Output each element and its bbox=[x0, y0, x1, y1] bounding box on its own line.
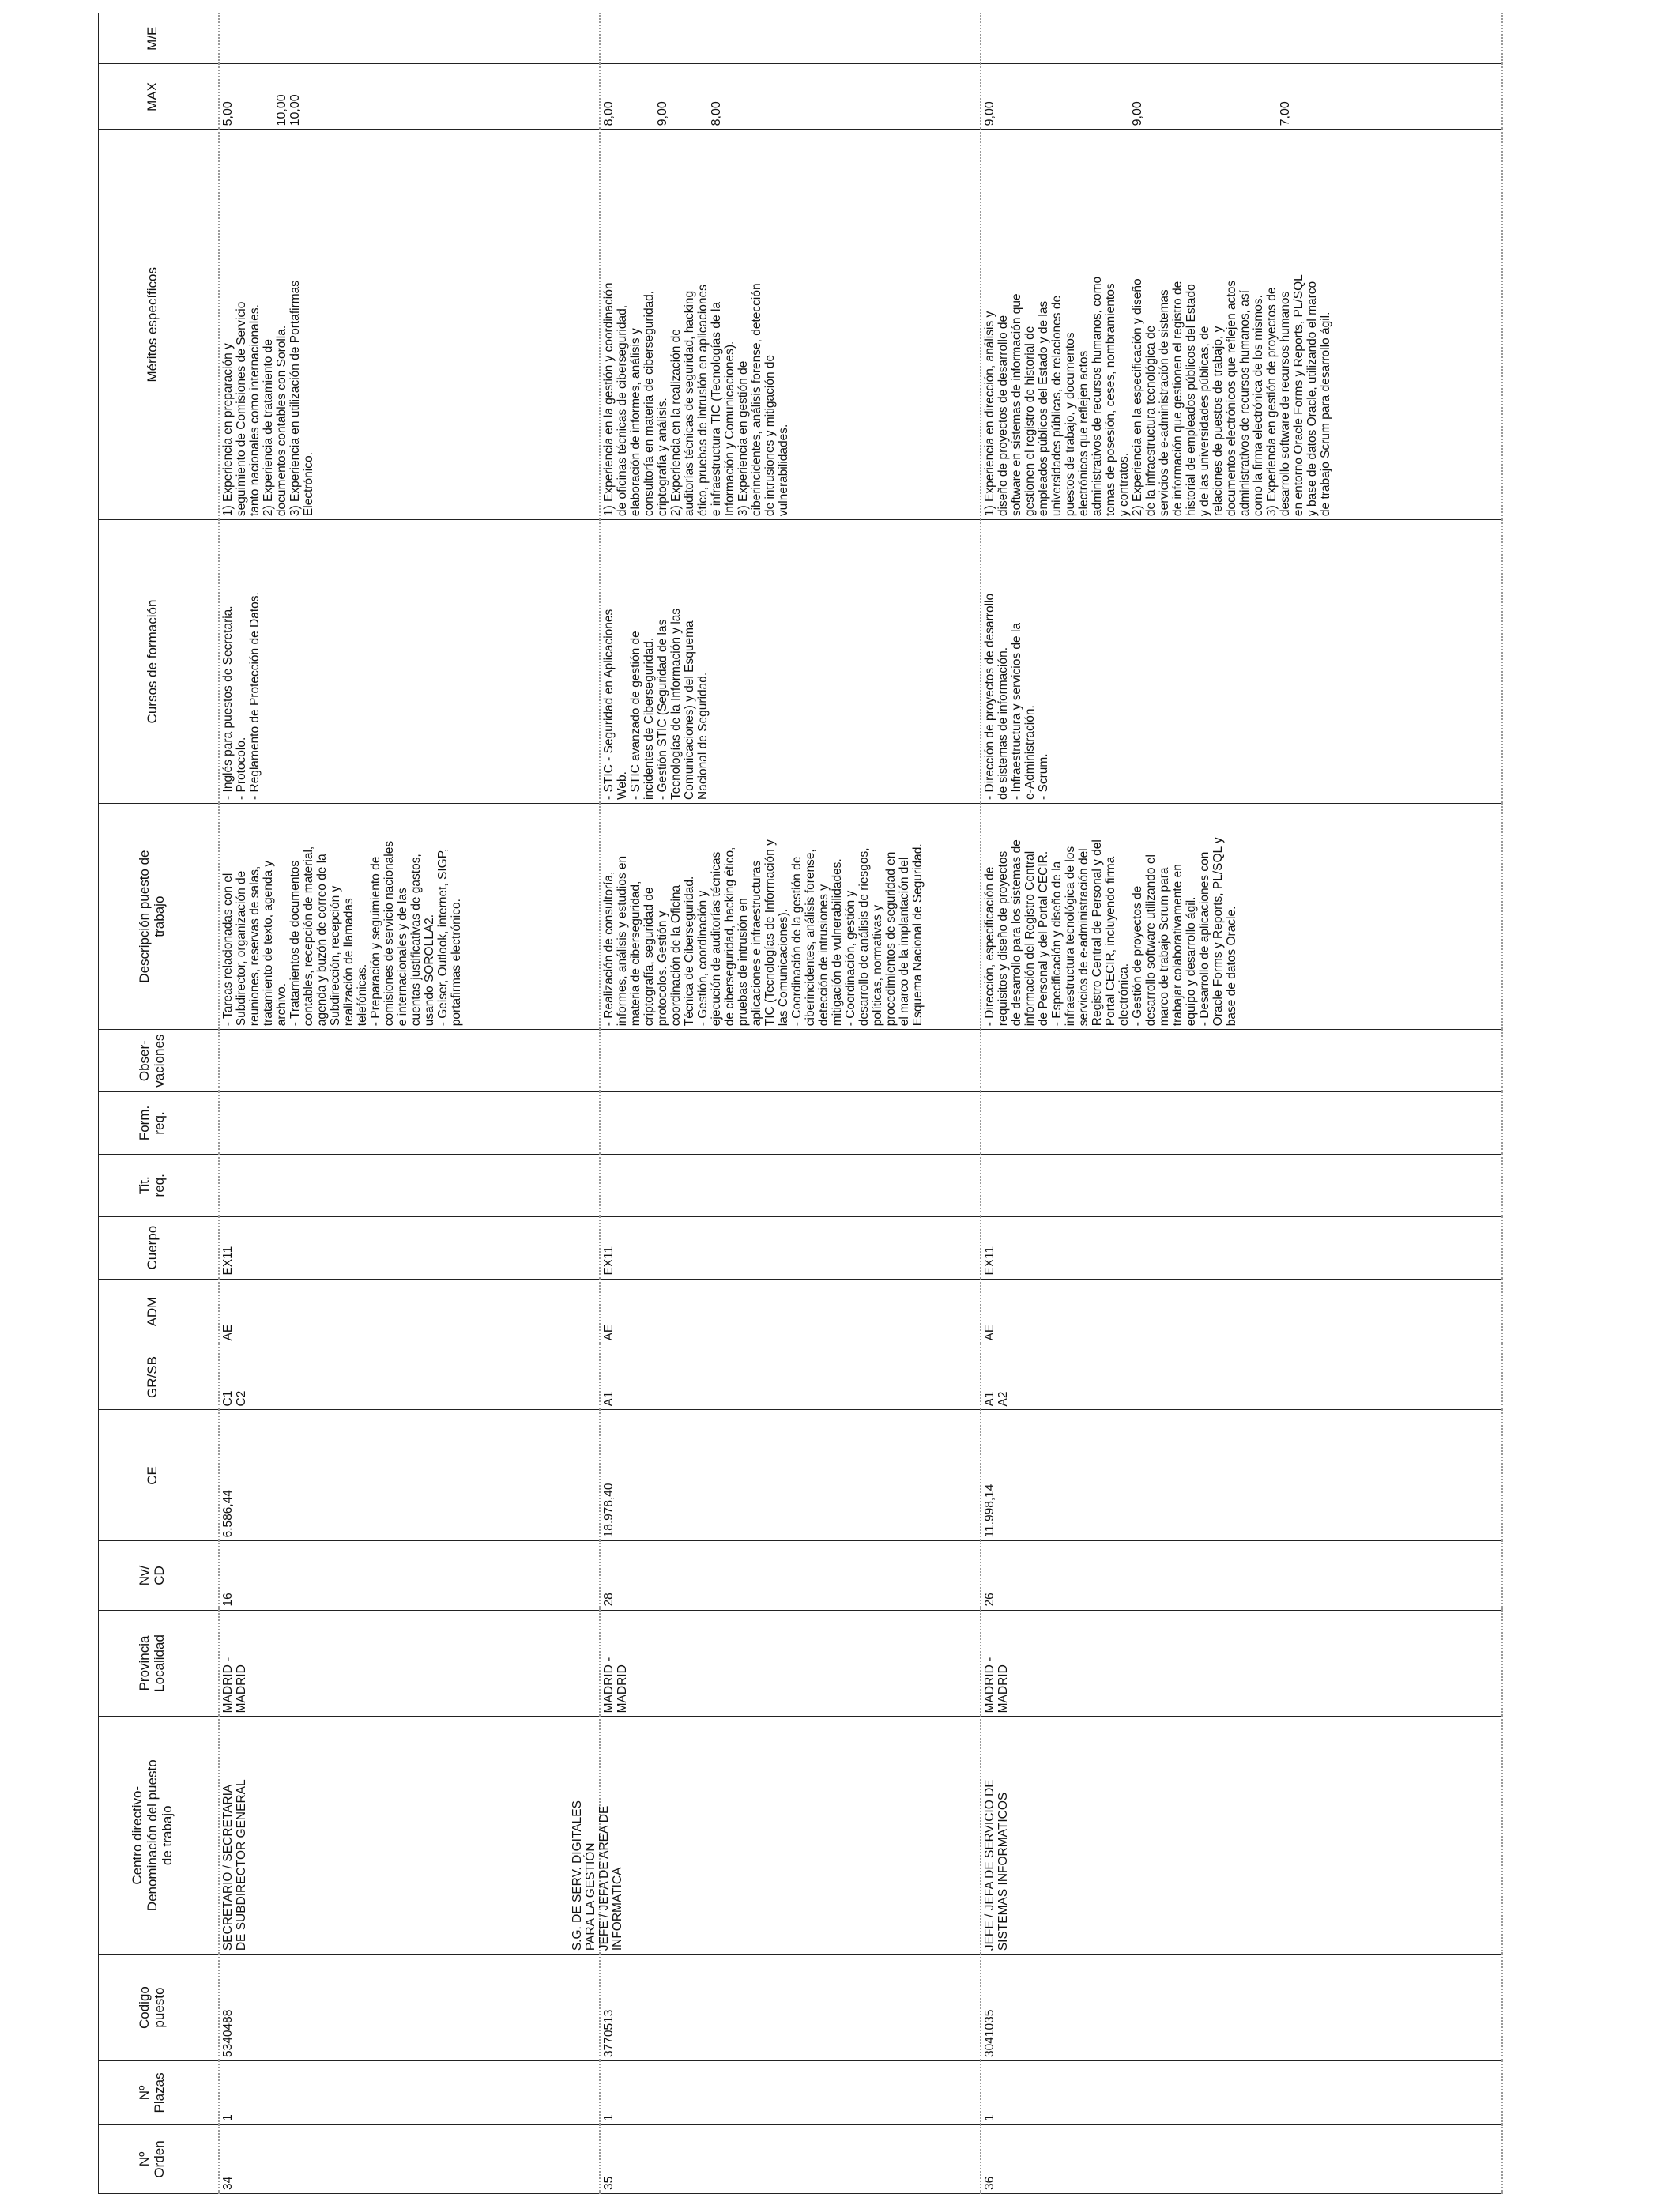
ce-cell: 18.978,40 bbox=[600, 1410, 981, 1541]
max-value: 9,00 bbox=[656, 101, 669, 126]
header-cuerpo: Cuerpo bbox=[99, 1216, 205, 1279]
spacer-cell bbox=[205, 64, 220, 130]
max-value: 9,00 bbox=[983, 101, 996, 126]
max-value: 10,00 bbox=[275, 94, 288, 126]
me-cell bbox=[600, 13, 981, 64]
spacer-cell bbox=[205, 520, 220, 804]
header-provincia: Provincia Localidad bbox=[99, 1610, 205, 1717]
meritos-cell: 1) Experiencia en la gestión y coordinación de oficinas técnicas de ciberseguridad, elaboración de informes, análisis y consultoría en materia de ciberseguridad, criptografía y análisis. 2) Experiencia en la realización de auditorías técnicas de seguridad, hacking ético, pruebas de intrusión en aplicaciones e infraestructura TIC (Tecnologías de la Información y Comunicaciones). 3) Experiencia en gestión de ciberincidentes, análisis forense, detección de intrusiones y mitigación de vulnerabilidades. bbox=[600, 130, 981, 520]
max-value: 7,00 bbox=[1279, 101, 1292, 126]
max-cell bbox=[219, 64, 600, 130]
tit-cell bbox=[981, 1154, 1502, 1216]
plazas-cell: 1 bbox=[219, 2060, 600, 2124]
spacer-cell bbox=[205, 2060, 220, 2124]
plazas-cell: 1 bbox=[600, 2060, 981, 2124]
spacer-cell bbox=[205, 803, 220, 1029]
cursos-cell: - Dirección de proyectos de desarrollo de sistemas de información. - Infraestructura y servicios de la e-Administración. - Scrum. bbox=[981, 520, 1502, 804]
spacer-cell bbox=[205, 130, 220, 520]
header-me: M/E bbox=[99, 13, 205, 64]
adm-cell: AE bbox=[981, 1279, 1502, 1344]
codigo-cell: 3770513 bbox=[600, 1955, 981, 2061]
spacer-cell bbox=[205, 1955, 220, 2061]
spacer-cell bbox=[205, 1154, 220, 1216]
orden-cell: 35 bbox=[600, 2124, 981, 2193]
rotated-table-frame bbox=[98, 13, 1678, 2194]
header-grsb: GR/SB bbox=[99, 1344, 205, 1410]
ce-cell: 6.586,44 bbox=[219, 1410, 600, 1541]
spacer-cell bbox=[205, 1717, 220, 1955]
header-max: MAX bbox=[99, 64, 205, 130]
spacer-cell bbox=[205, 1279, 220, 1344]
codigo-cell: 3041035 bbox=[981, 1955, 1502, 2061]
meritos-cell: 1) Experiencia en dirección, análisis y diseño de proyectos de desarrollo de software en sistemas de información que gestionen el registro de historial de empleados públicos del Estado y de las universidades públicas, de relaciones de puestos de trabajo, y documentos electrónicos que reflejen actos administrativos de recursos humanos, como tomas de posesión, ceses, nombramientos y contratos. 2) Experiencia en la especificación y diseño de la infraestructura tecnológica de servicios de e-administración de sistemas de información que gestionen el registro de historial de empleados públicos del Estado y de las universidades públicas, de relaciones de puestos de trabajo, y documentos electrónicos que reflejen actos administrativos de recursos humanos, así como la firma electrónica de los mismos. 3) Experiencia en gestión de proyectos de desarrollo software de recursos humanos en entorno Oracle Forms y Reports, PL/SQL y base de datos Oracle, utilizando el marco de trabajo Scrum para desarrollo ágil. bbox=[981, 130, 1502, 520]
header-cursos: Cursos de formación bbox=[99, 520, 205, 804]
header-ce: CE bbox=[99, 1410, 205, 1541]
form-cell bbox=[981, 1092, 1502, 1155]
form-cell bbox=[600, 1092, 981, 1155]
spacer-cell bbox=[205, 13, 220, 64]
table-header-row bbox=[99, 13, 205, 2194]
spacer-cell bbox=[205, 1344, 220, 1410]
job-positions-table bbox=[98, 13, 1503, 2194]
header-plazas: Nº Plazas bbox=[99, 2060, 205, 2124]
header-adm: ADM bbox=[99, 1279, 205, 1344]
centro-cell bbox=[571, 1717, 981, 1955]
spacer-cell bbox=[205, 2124, 220, 2193]
table-row bbox=[981, 13, 1502, 2194]
header-descripcion: Descripción puesto de trabajo bbox=[99, 803, 205, 1029]
max-cell bbox=[981, 64, 1502, 130]
max-value: 9,00 bbox=[1131, 101, 1144, 126]
tit-cell bbox=[219, 1154, 600, 1216]
adm-cell: AE bbox=[600, 1279, 981, 1344]
tit-cell bbox=[600, 1154, 981, 1216]
header-form: Form. req. bbox=[99, 1092, 205, 1155]
table-row bbox=[219, 13, 600, 2194]
spacer-cell bbox=[205, 1410, 220, 1541]
centro-position: JEFE / JEFA DE AREA DE INFORMATICA bbox=[597, 1805, 624, 1951]
table-row bbox=[600, 13, 981, 2194]
centro-group-label: S.G. DE SERV. DIGITALES PARA LA GESTIÓN bbox=[571, 1800, 597, 1951]
descripcion-cell: - Realización de consultoría, informes, análisis y estudios en materia de ciberseguridad, criptografía, seguridad de protocolos. Gestión y coordinación de la Oficina Técnica de Ciberseguridad. - Gestión, coordinación y ejecución de auditorías técnicas de ciberseguridad, hacking ético, pruebas de intrusión en aplicaciones e infraestructuras TIC (Tecnologías de Información y las Comunicaciones). - Coordinación de la gestión de ciberincidentes, análisis forense, detección de intrusiones y mitigación de vulnerabilidades. - Coordinación, gestión y desarrollo de análisis de riesgos, políticas, normativas y procedimientos de seguridad en el marco de la implantación del Esquema Nacional de Seguridad. bbox=[600, 803, 981, 1029]
rotated-table-sheet bbox=[98, 13, 1678, 2194]
obs-cell bbox=[219, 1030, 600, 1092]
orden-cell: 36 bbox=[981, 2124, 1502, 2193]
plazas-cell: 1 bbox=[981, 2060, 1502, 2124]
max-value: 8,00 bbox=[710, 101, 723, 126]
spacer-cell bbox=[205, 1092, 220, 1155]
adm-cell: AE bbox=[219, 1279, 600, 1344]
centro-cell: SECRETARIO / SECRETARIA DE SUBDIRECTOR GENERAL bbox=[219, 1717, 600, 1955]
nvcd-cell: 26 bbox=[981, 1541, 1502, 1610]
provincia-cell: MADRID - MADRID bbox=[219, 1610, 600, 1717]
ce-cell: 11.998,14 bbox=[981, 1410, 1502, 1541]
me-cell bbox=[981, 13, 1502, 64]
spacer-cell bbox=[205, 1030, 220, 1092]
cuerpo-cell: EX11 bbox=[981, 1216, 1502, 1279]
max-value: 5,00 bbox=[221, 101, 235, 126]
header-meritos: Méritos específicos bbox=[99, 130, 205, 520]
header-centro: Centro directivo- Denominación del puesto de trabajo bbox=[99, 1717, 205, 1955]
nvcd-cell: 16 bbox=[219, 1541, 600, 1610]
spacer-cell bbox=[205, 1216, 220, 1279]
header-codigo: Codigo puesto bbox=[99, 1955, 205, 2061]
provincia-cell: MADRID - MADRID bbox=[981, 1610, 1502, 1717]
spacer-row bbox=[205, 13, 220, 2194]
max-value: 8,00 bbox=[602, 101, 616, 126]
descripcion-cell: - Tareas relacionadas con el Subdirector, organización de reuniones, reservas de salas, tratamiento de texto, agenda y archivo. - Tratamientos de documentos contables, recepción de material, agenda y buzón de correo de la Subdirección, recepción y realización de llamadas telefónicas. - Preparación y seguimiento de comisiones de servicio nacionales e internacionales y de las cuentas justificativas de gastos, usando SOROLLA2. - Geiser, Outlook, internet, SIGP, portafirmas electrónico. bbox=[219, 803, 600, 1029]
header-tit: Tit. req. bbox=[99, 1154, 205, 1216]
obs-cell bbox=[600, 1030, 981, 1092]
grsb-cell: C1 C2 bbox=[219, 1344, 600, 1410]
descripcion-cell: - Dirección, especificación de requisitos y diseño de proyectos de desarrollo para los sistemas de información del Registro Central de Personal y del Portal CECIR. - Especificación y diseño de la infraestructura tecnológica de los servicios de e-administración del Registro Central de Personal y del Portal CECIR, incluyendo firma electrónica. - Gestión de proyectos de desarrollo software utilizando el marco de trabajo Scrum para trabajar colaborativamente en equipo y desarrollo ágil. - Desarrollo de aplicaciones con Oracle Forms y Reports, PL/SQL y base de datos Oracle. bbox=[981, 803, 1502, 1029]
meritos-cell: 1) Experiencia en preparación y seguimiento de Comisiones de Servicio tanto nacionales como internacionales. 2) Experiencia de tratamiento de documentos contables con Sorolla. 3) Experiencia en utilización de Portafirmas Electrónico. bbox=[219, 130, 600, 520]
spacer-cell bbox=[205, 1541, 220, 1610]
header-nvcd: Nv/ CD bbox=[99, 1541, 205, 1610]
header-obs: Obser- vaciones bbox=[99, 1030, 205, 1092]
obs-cell bbox=[981, 1030, 1502, 1092]
grsb-cell: A1 bbox=[600, 1344, 981, 1410]
me-cell bbox=[219, 13, 600, 64]
cursos-cell: - STIC - Seguridad en Aplicaciones Web. - STIC avanzado de gestión de incidentes de Ciberseguridad. - Gestión STIC (Seguridad de las Tecnologías de la Información y las Comunicaciones) y del Esquema Nacional de Seguridad. bbox=[600, 520, 981, 804]
spacer-cell bbox=[205, 1610, 220, 1717]
centro-cell: JEFE / JEFA DE SERVICIO DE SISTEMAS INFORMATICOS bbox=[981, 1717, 1502, 1955]
grsb-cell: A1 A2 bbox=[981, 1344, 1502, 1410]
header-orden: Nº Orden bbox=[99, 2124, 205, 2193]
cuerpo-cell: EX11 bbox=[219, 1216, 600, 1279]
orden-cell: 34 bbox=[219, 2124, 600, 2193]
provincia-cell: MADRID - MADRID bbox=[600, 1610, 981, 1717]
nvcd-cell: 28 bbox=[600, 1541, 981, 1610]
codigo-cell: 5340488 bbox=[219, 1955, 600, 2061]
cursos-cell: - Inglés para puestos de Secretaria. - Protocolo. - Reglamento de Protección de Datos. bbox=[219, 520, 600, 804]
form-cell bbox=[219, 1092, 600, 1155]
max-value: 10,00 bbox=[288, 94, 302, 126]
max-cell bbox=[600, 64, 981, 130]
cuerpo-cell: EX11 bbox=[600, 1216, 981, 1279]
